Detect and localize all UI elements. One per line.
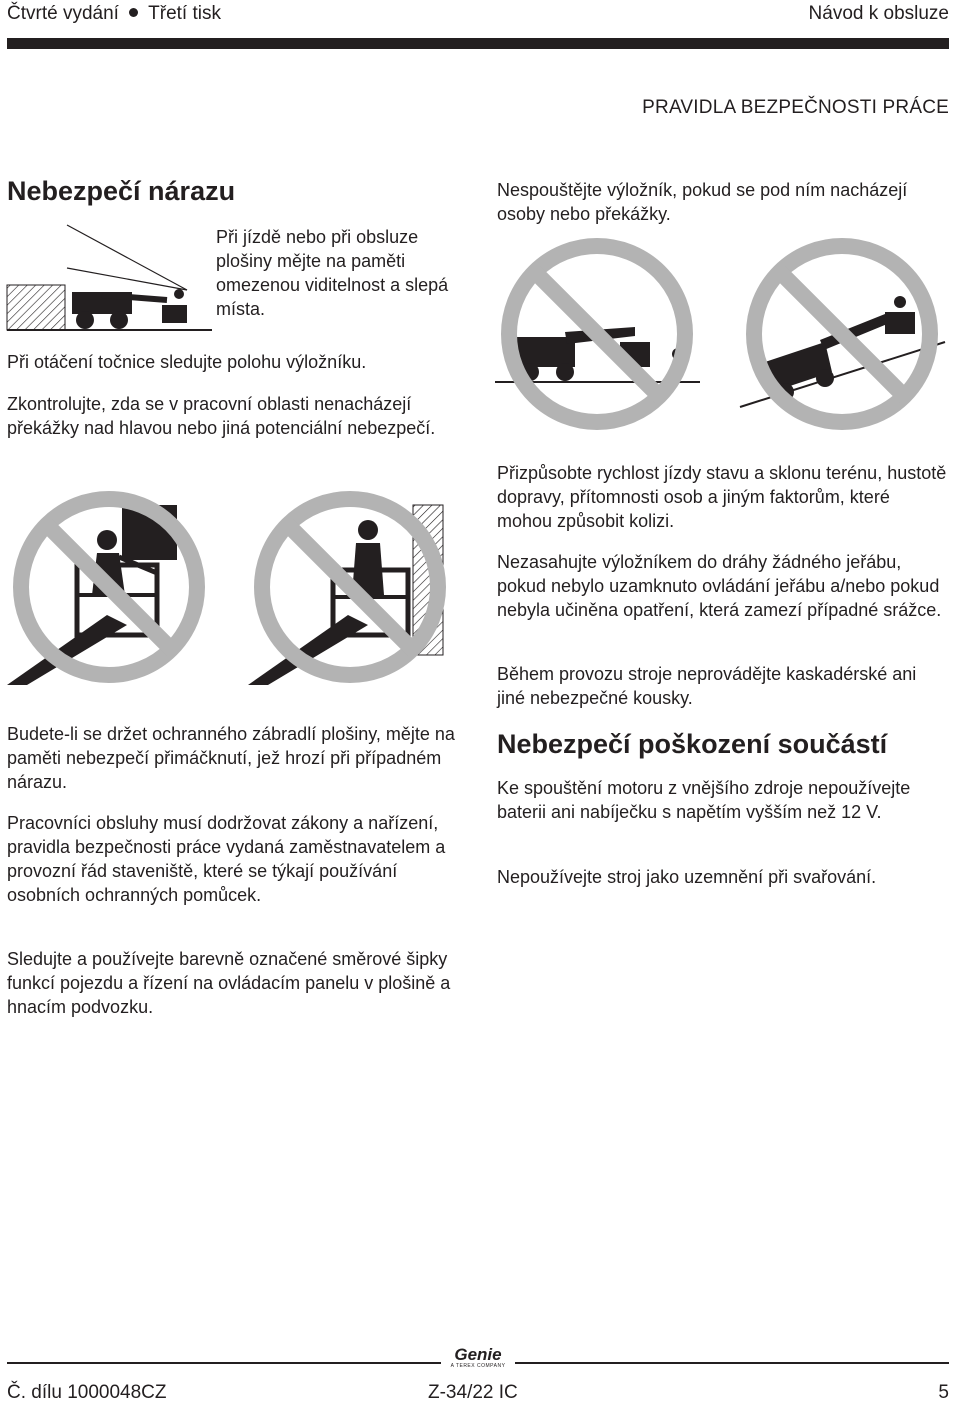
paragraph-guardrail: Budete-li se držet ochranného zábradlí plošiny, mějte na paměti nebezpečí přimáčknutí, jež hrozí při případném nárazu. bbox=[7, 724, 455, 792]
blind-spot-illustration bbox=[7, 220, 212, 335]
header-print-text: Třetí tisk bbox=[148, 3, 221, 24]
paragraph-stunts: Během provozu stroje neprovádějte kaskadérské ani jiné nebezpečné kousky. bbox=[497, 664, 917, 708]
figure-caption: Při jízdě nebo při obsluze plošiny mějte na paměti omezenou viditelnost a slepá místa. bbox=[216, 227, 449, 319]
paragraph-overhead: Zkontrolujte, zda se v pracovní oblasti nenacházejí překážky nad hlavou nebo jiná potenciální nebezpečí. bbox=[7, 394, 436, 438]
part-number: Č. dílu 1000048CZ bbox=[7, 1382, 167, 1403]
header-rule bbox=[7, 38, 949, 49]
paragraph-ppe: Pracovníci obsluhy musí dodržovat zákony a nařízení, pravidla bezpečnosti práce vydaná zaměstnavatelem a provozní řád staveniště, které se týkají používání osobních ochranných pomůcek. bbox=[7, 813, 446, 905]
prohibition-slope bbox=[740, 232, 945, 437]
impact-hazard-heading: Nebezpečí nárazu bbox=[7, 176, 236, 206]
model-name: Z-34/22 IC bbox=[428, 1382, 518, 1403]
bullet-icon bbox=[129, 8, 138, 17]
page-number: 5 bbox=[938, 1382, 949, 1403]
header-edition-text: Čtvrté vydání bbox=[7, 3, 119, 24]
header-edition bbox=[7, 3, 221, 25]
genie-logo-text: Genie bbox=[454, 1345, 502, 1364]
genie-logo bbox=[441, 1346, 515, 1370]
genie-logo-subtext: A TEREX COMPANY bbox=[450, 1363, 506, 1369]
prohibition-boom-lowering bbox=[495, 232, 700, 437]
paragraph-crane: Nezasahujte výložníkem do dráhy žádného jeřábu, pokud nebylo uzamknuto ovládání jeřábu a/nebo pokud nebyla učiněna opatření, která zamezí případné srážce. bbox=[497, 552, 942, 620]
paragraph-turntable: Při otáčení točnice sledujte polohu výložníku. bbox=[7, 352, 367, 372]
paragraph-arrows: Sledujte a používejte barevně označené směrové šipky funkcí pojezdu a řízení na ovládacím panelu v plošině a hnacím podvozku. bbox=[7, 949, 451, 1017]
section-title: PRAVIDLA BEZPEČNOSTI PRÁCE bbox=[642, 97, 949, 118]
paragraph-speed: Přizpůsobte rychlost jízdy stavu a sklonu terénu, hustotě dopravy, přítomnosti osob a jiným faktorům, které mohou způsobit kolizi. bbox=[497, 463, 947, 531]
header-manual-title: Návod k obsluze bbox=[808, 3, 949, 24]
paragraph-welding: Nepoužívejte stroj jako uzemnění při svařování. bbox=[497, 867, 877, 887]
paragraph-battery: Ke spouštění motoru z vnějšího zdroje nepoužívejte baterii ani nabíječku s napětím vyšším než 12 V. bbox=[497, 778, 911, 822]
paragraph-boom-lowering: Nespouštějte výložník, pokud se pod ním nacházejí osoby nebo překážky. bbox=[497, 180, 908, 224]
prohibition-crush-right bbox=[248, 485, 453, 690]
component-damage-heading: Nebezpečí poškození součástí bbox=[497, 729, 888, 759]
prohibition-crush-left bbox=[7, 485, 212, 690]
